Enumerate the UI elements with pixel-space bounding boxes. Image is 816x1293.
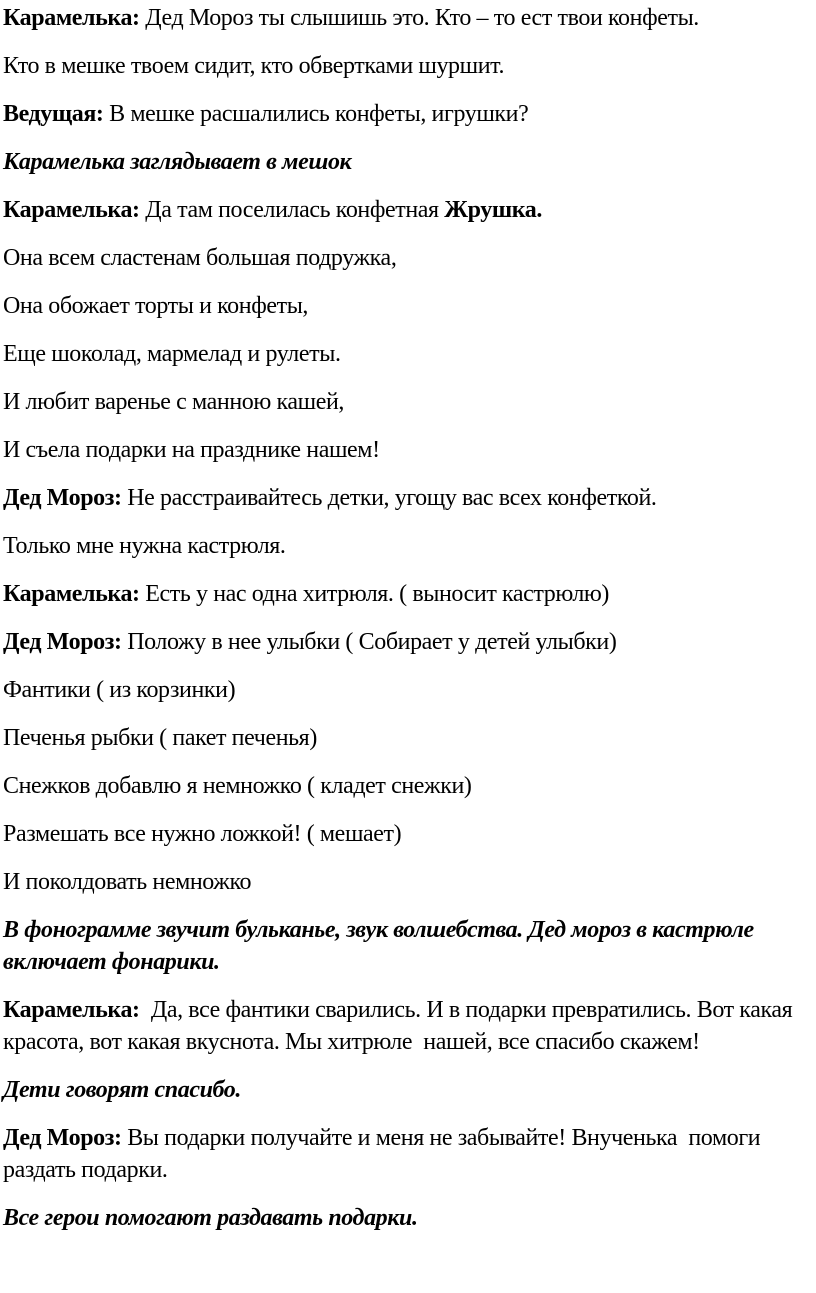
dialogue-text: Вы подарки получайте и меня не забывайте! Внученька помоги раздать подарки. (3, 1125, 766, 1183)
script-paragraph (3, 98, 806, 130)
dialogue-text: Да, все фантики сварились. И в подарки превратились. Вот какая красота, вот какая вкуснота. Мы хитрюле нашей, все спасибо скажем! (3, 997, 798, 1055)
stage-direction-text: Все герои помогают раздавать подарки. (3, 1205, 418, 1231)
script-paragraph (3, 818, 806, 850)
dialogue-text: И съела подарки на празднике нашем! (3, 437, 380, 463)
speaker-name: Дед Мороз: (3, 1125, 128, 1151)
script-paragraph (3, 434, 806, 466)
script-paragraph (3, 242, 806, 274)
dialogue-text: Размешать все нужно ложкой! ( мешает) (3, 821, 402, 847)
script-paragraph (3, 194, 806, 226)
script-paragraph (3, 994, 806, 1058)
dialogue-text: Еще шоколад, мармелад и рулеты. (3, 341, 341, 367)
document-body (3, 2, 806, 1234)
script-paragraph (3, 50, 806, 82)
script-paragraph (3, 578, 806, 610)
script-paragraph (3, 482, 806, 514)
script-paragraph (3, 386, 806, 418)
speaker-name: Дед Мороз: (3, 485, 128, 511)
stage-direction-text: Карамелька заглядывает в мешок (3, 149, 352, 175)
stage-direction-paragraph (3, 1074, 806, 1106)
script-paragraph (3, 2, 806, 34)
stage-direction-paragraph (3, 146, 806, 178)
dialogue-text: Положу в нее улыбки ( Собирает у детей улыбки) (127, 629, 617, 655)
dialogue-text: Да там поселилась конфетная (145, 197, 445, 223)
dialogue-text: Кто в мешке твоем сидит, кто обвертками шуршит. (3, 53, 505, 79)
dialogue-text: И любит варенье с манною кашей, (3, 389, 345, 415)
script-paragraph (3, 722, 806, 754)
script-paragraph (3, 530, 806, 562)
stage-direction-paragraph (3, 914, 806, 978)
speaker-name: Ведущая: (3, 101, 110, 127)
dialogue-text: Есть у нас одна хитрюля. ( выносит кастрюлю) (145, 581, 610, 607)
script-paragraph (3, 1122, 806, 1186)
dialogue-text: Дед Мороз ты слышишь это. Кто – то ест твои конфеты. (145, 5, 699, 31)
script-paragraph (3, 866, 806, 898)
script-paragraph (3, 674, 806, 706)
dialogue-text: Фантики ( из корзинки) (3, 677, 236, 703)
stage-direction-text: В фонограмме звучит бульканье, звук волшебства. Дед мороз в кастрюле включает фонарики. (3, 917, 760, 975)
script-paragraph (3, 338, 806, 370)
dialogue-text: Она всем сластенам большая подружка, (3, 245, 397, 271)
dialogue-text: Она обожает торты и конфеты, (3, 293, 309, 319)
dialogue-text: Только мне нужна кастрюля. (3, 533, 286, 559)
emphasized-word: Жрушка. (444, 197, 542, 223)
dialogue-text: В мешке расшалились конфеты, игрушки? (109, 101, 529, 127)
script-paragraph (3, 290, 806, 322)
dialogue-text: Снежков добавлю я немножко ( кладет снежки) (3, 773, 472, 799)
dialogue-text: Печенья рыбки ( пакет печенья) (3, 725, 317, 751)
script-paragraph (3, 626, 806, 658)
dialogue-text: Не расстраивайтесь детки, угощу вас всех конфеткой. (127, 485, 657, 511)
script-paragraph (3, 770, 806, 802)
speaker-name: Карамелька: (3, 581, 146, 607)
speaker-name: Дед Мороз: (3, 629, 128, 655)
dialogue-text: И поколдовать немножко (3, 869, 252, 895)
speaker-name: Карамелька: (3, 997, 146, 1023)
stage-direction-text: Дети говорят спасибо. (3, 1077, 241, 1103)
speaker-name: Карамелька: (3, 197, 146, 223)
speaker-name: Карамелька: (3, 5, 146, 31)
stage-direction-paragraph (3, 1202, 806, 1234)
